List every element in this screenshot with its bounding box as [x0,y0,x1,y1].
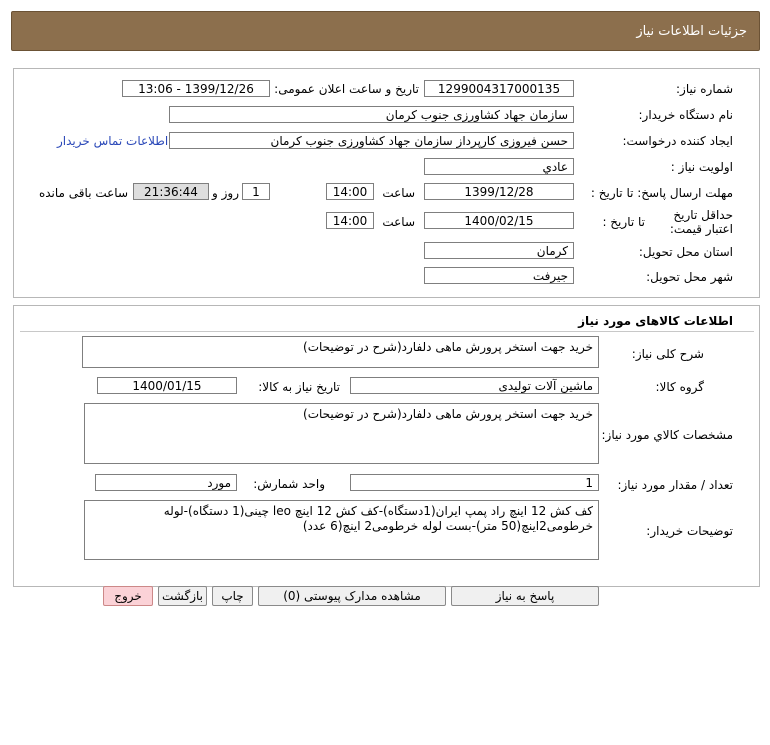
remaining-label: ساعت باقی مانده [38,186,128,200]
summary-label: شرح کلی نیاز: [631,347,704,361]
back-button[interactable]: بازگشت [158,586,207,606]
buyer-contact-link[interactable]: اطلاعات تماس خریدار [57,134,169,148]
quantity-field: 1 [350,474,599,491]
remaining-time: 21:36:44 [133,183,209,200]
exit-button[interactable]: خروج [103,586,153,606]
priority-field: عادي [424,158,574,175]
price-validity-date: 1400/02/15 [424,212,574,229]
quantity-label: تعداد / مقدار مورد نیاز: [617,478,733,492]
view-attachments-button[interactable]: مشاهده مدارک پیوستی (0) [258,586,446,606]
days-label: روز و [212,186,239,200]
page-header [11,11,760,51]
priority-label: اولویت نیاز : [670,160,733,174]
need-date-label: تاریخ نیاز به کالا: [258,380,340,394]
summary-field: خرید جهت استخر پرورش ماهی دلفارد(شرح در توضیحات) [82,336,599,368]
need-date-field: 1400/01/15 [97,377,237,394]
reply-deadline-time: 14:00 [326,183,374,200]
price-time-label: ساعت [382,215,415,229]
price-validity-time: 14:00 [326,212,374,229]
unit-label: واحد شمارش: [253,477,325,491]
buyer-org-field: سازمان جهاد کشاورزی جنوب کرمان [169,106,574,123]
city-field: جيرفت [424,267,574,284]
remaining-days: 1 [242,183,270,200]
page-title: جزئیات اطلاعات نیاز [636,24,747,39]
buyer-notes-field: کف کش 12 اینچ راد پمپ ایران(1دستگاه)-کف کش 12 اینچ leo چینی(1 دستگاه)-لوله خرطومی2اینچ(50 متر)-بست لوله خرطومی2 اینچ(6 عدد) [84,500,599,560]
reply-button[interactable]: پاسخ به نیاز [451,586,599,606]
unit-field: مورد [95,474,237,491]
city-label: شهر محل تحویل: [646,270,733,284]
goods-section-title: اطلاعات کالاهای مورد نیاز [578,314,733,328]
price-validity-label: حداقل تاریخ اعتبار قیمت: [669,208,733,236]
print-button[interactable]: چاپ [212,586,253,606]
goods-group-field: ماشین آلات تولیدی [350,377,599,394]
buyer-notes-label: توضیحات خریدار: [646,524,733,538]
announce-datetime-label: تاریخ و ساعت اعلان عمومی: [274,82,419,96]
reply-deadline-label: مهلت ارسال پاسخ: تا تاریخ : [590,186,733,200]
province-label: استان محل تحویل: [638,245,733,259]
requester-field: حسن فیروزی کارپرداز سازمان جهاد کشاورزی جنوب کرمان [169,132,574,149]
specs-label: مشخصات کالاي مورد نیاز: [601,428,733,442]
reply-time-label: ساعت [382,186,415,200]
reply-deadline-date: 1399/12/28 [424,183,574,200]
requester-label: ایجاد کننده درخواست: [622,134,733,148]
price-validity-date-label: تا تاریخ : [602,215,645,229]
announce-datetime-field: 1399/12/26 - 13:06 [122,80,270,97]
need-number-field: 1299004317000135 [424,80,574,97]
buyer-org-label: نام دستگاه خریدار: [638,108,733,122]
goods-group-label: گروه کالا: [655,380,704,394]
province-field: کرمان [424,242,574,259]
goods-title-divider [20,331,754,332]
need-number-label: شماره نیاز: [676,82,733,96]
need-info-panel [13,68,760,298]
specs-field: خرید جهت استخر پرورش ماهی دلفارد(شرح در توضیحات) [84,403,599,464]
